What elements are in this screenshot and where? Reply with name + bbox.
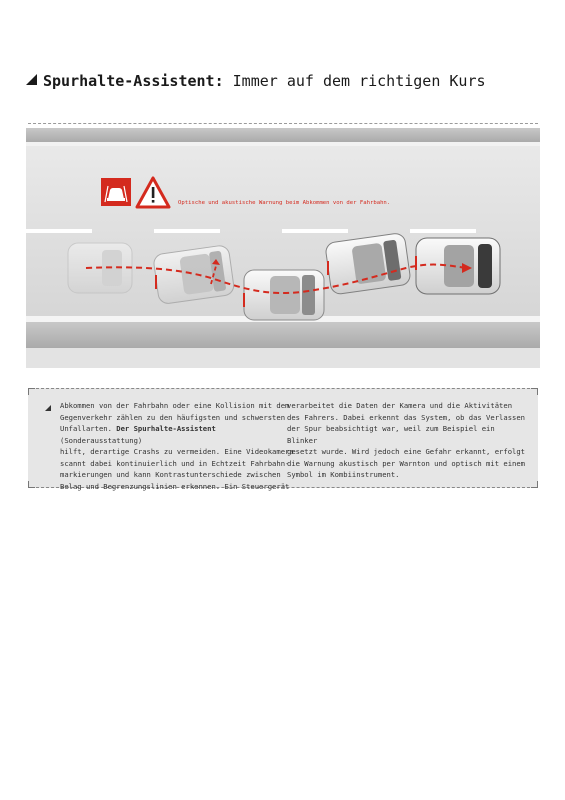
info-box	[28, 388, 538, 491]
title-rest: Immer auf dem richtigen Kurs	[223, 72, 486, 90]
upper-kerb	[26, 128, 540, 142]
page-title	[26, 72, 546, 90]
lane-departure-car-icon	[101, 178, 131, 206]
title-bold: Spurhalte-Assistent:	[43, 72, 224, 90]
info-column-1: Abkommen von der Fahrbahn oder eine Kollision mit dem Gegenverkehr zählen zu den häufigsten und schwersten Unfallarten. Der Spurhalte-Assistent (Sonderausstattung) hilft, derartige Crashs zu vermeiden. Eine Videokamera scannt dabei kontinuierlich und in Echtzeit Fahrbahn- markierungen und kann Kontrastunterschiede zwischen Belag und Begrenzungslinien erkennen. Ein Steuergerät	[60, 401, 294, 491]
lane-assist-illustration	[26, 128, 540, 380]
car-3	[244, 270, 324, 320]
info-column-2: verarbeitet die Daten der Kamera und die Aktivitäten des Fahrers. Dabei erkennt das System, ob das Verlassen der Spur beabsichtigt war, weil zum Beispiel ein Blinker gesetzt wurde. Wird jedoch eine Gefahr erkannt, erfolgt die Warnung akustisch per Warnton und optisch mit einem Symbol im Kombiinstrument.	[287, 401, 525, 479]
lower-kerb	[26, 322, 540, 348]
info-triangle-icon	[45, 405, 51, 411]
title-triangle-icon	[26, 74, 37, 85]
car-2	[153, 245, 235, 305]
top-divider	[28, 123, 538, 124]
warning-caption: Optische und akustische Warnung beim Abkommen von der Fahrbahn.	[178, 200, 391, 206]
car-5	[416, 238, 500, 294]
